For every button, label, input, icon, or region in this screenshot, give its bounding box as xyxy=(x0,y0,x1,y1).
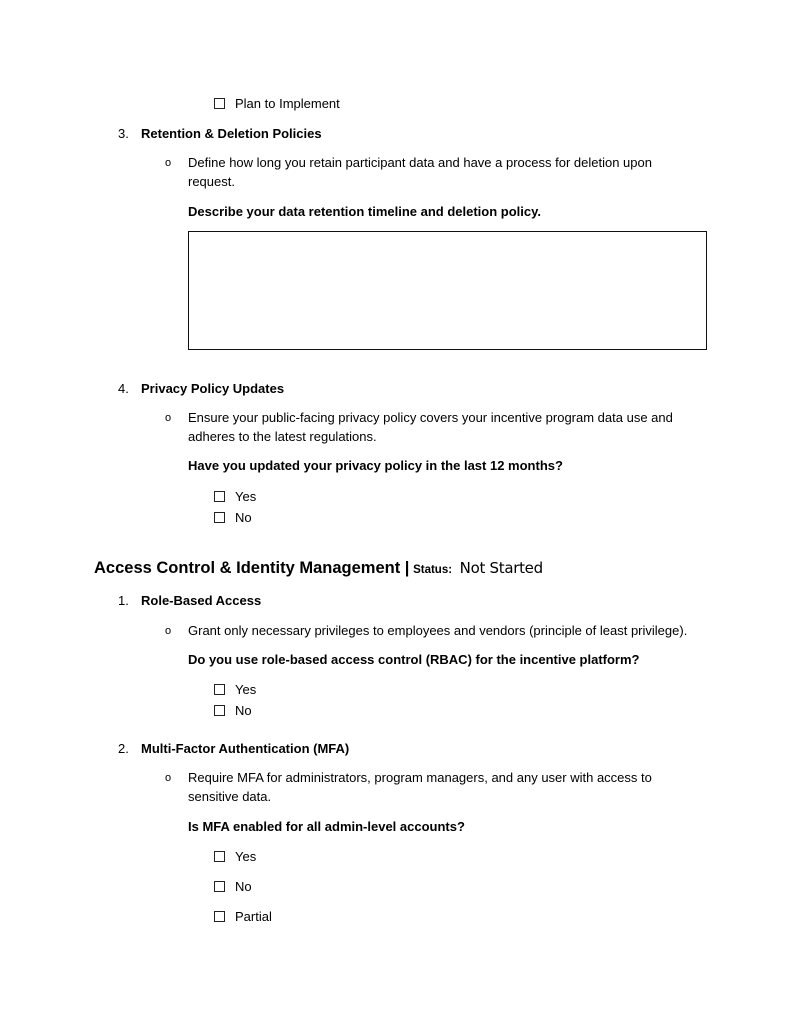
retention-question: Describe your data retention timeline and deletion policy. xyxy=(188,204,541,219)
retention-desc-line1: Define how long you retain participant data and have a process for deletion upon xyxy=(188,155,652,170)
mfa-question: Is MFA enabled for all admin-level accounts? xyxy=(188,819,465,834)
rbac-yes-label: Yes xyxy=(235,682,257,697)
item-number: 2. xyxy=(118,741,129,756)
plan-to-implement-label: Plan to Implement xyxy=(235,96,340,111)
rbac-question: Do you use role-based access control (RBAC) for the incentive platform? xyxy=(188,652,640,667)
privacy-desc-line1: Ensure your public-facing privacy policy covers your incentive program data use and xyxy=(188,410,673,425)
item-number: 1. xyxy=(118,593,129,608)
mfa-partial-checkbox[interactable] xyxy=(214,911,225,922)
bullet-icon: o xyxy=(165,412,172,424)
plan-to-implement-checkbox[interactable] xyxy=(214,98,225,109)
rbac-title: Role-Based Access xyxy=(141,593,262,608)
rbac-no-label: No xyxy=(235,703,252,718)
mfa-desc-line2: sensitive data. xyxy=(188,789,272,804)
rbac-yes-checkbox[interactable] xyxy=(214,684,225,695)
bullet-icon: o xyxy=(165,157,172,169)
privacy-no-checkbox[interactable] xyxy=(214,512,225,523)
privacy-no-label: No xyxy=(235,510,252,525)
mfa-partial-label: Partial xyxy=(235,909,272,924)
retention-desc-line2: request. xyxy=(188,174,235,189)
mfa-title: Multi-Factor Authentication (MFA) xyxy=(141,741,350,756)
mfa-desc-line1: Require MFA for administrators, program managers, and any user with access to xyxy=(188,770,652,785)
bullet-icon: o xyxy=(165,772,172,784)
retention-answer-textbox[interactable] xyxy=(188,231,707,350)
rbac-desc: Grant only necessary privileges to employees and vendors (principle of least privilege). xyxy=(188,623,688,638)
section-heading xyxy=(94,559,543,578)
mfa-no-checkbox[interactable] xyxy=(214,881,225,892)
item-number: 4. xyxy=(118,381,129,396)
status-label: Status: xyxy=(413,564,453,576)
privacy-yes-label: Yes xyxy=(235,489,257,504)
bullet-icon: o xyxy=(165,625,172,637)
mfa-no-label: No xyxy=(235,879,252,894)
section-title: Access Control & Identity Management | xyxy=(94,559,410,577)
status-value[interactable]: Not Started xyxy=(459,559,543,577)
privacy-desc-line2: adheres to the latest regulations. xyxy=(188,429,377,444)
privacy-policy-title: Privacy Policy Updates xyxy=(141,381,285,396)
mfa-yes-label: Yes xyxy=(235,849,257,864)
item-number: 3. xyxy=(118,126,129,141)
retention-title: Retention & Deletion Policies xyxy=(141,126,322,141)
rbac-no-checkbox[interactable] xyxy=(214,705,225,716)
privacy-yes-checkbox[interactable] xyxy=(214,491,225,502)
mfa-yes-checkbox[interactable] xyxy=(214,851,225,862)
privacy-question: Have you updated your privacy policy in the last 12 months? xyxy=(188,458,563,473)
